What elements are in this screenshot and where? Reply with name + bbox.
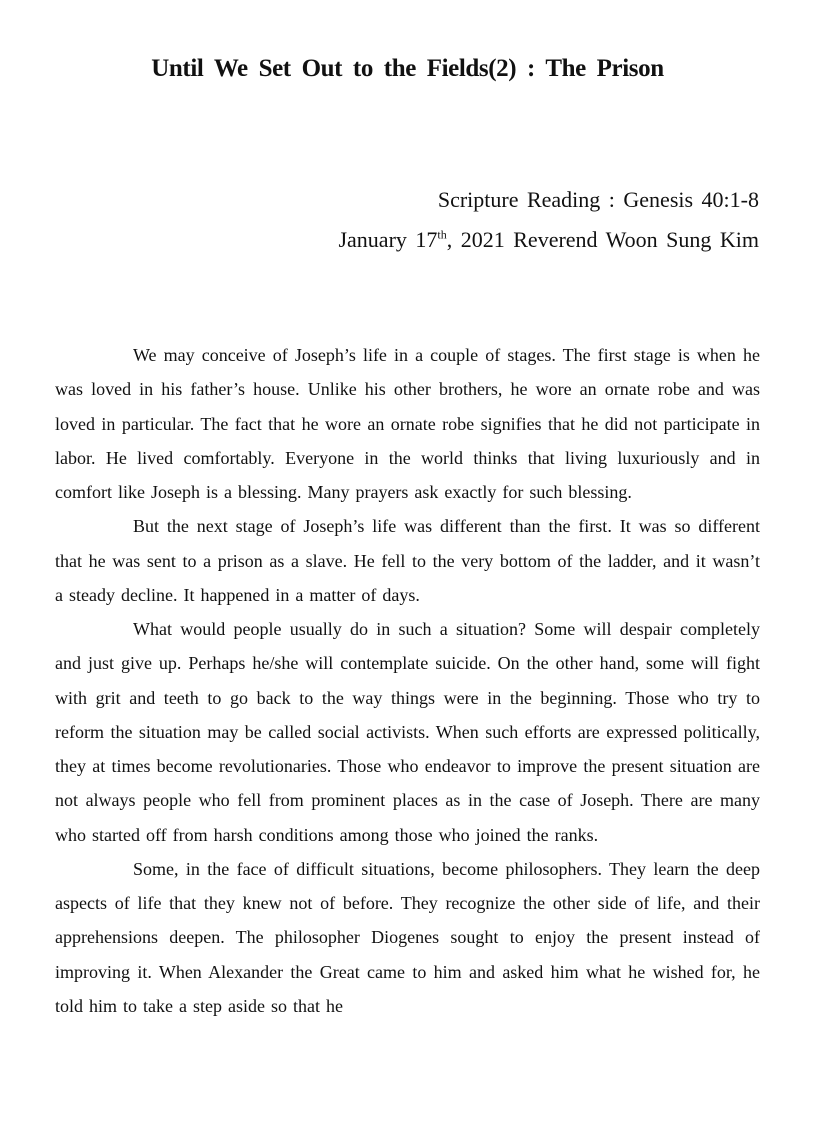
sermon-body: [55, 338, 760, 1023]
date-prefix: January 17: [338, 227, 438, 252]
paragraph: What would people usually do in such a situation? Some will despair completely and just give up. Perhaps he/she will contemplate suicide. On the other hand, some will fight with grit and teeth to go back to the way things were in the beginning. Those who try to reform the situation may be called social activists. When such efforts are expressed politically, they at times become revolutionaries. Those who endeavor to improve the present situation are not always people who fell from prominent places as in the case of Joseph. There are many who started off from harsh conditions among those who joined the ranks.: [55, 619, 760, 845]
sermon-title: Until We Set Out to the Fields(2) : The Prison: [151, 55, 664, 82]
sermon-date-author: [338, 220, 759, 260]
scripture-reading: Scripture Reading : Genesis 40:1-8: [437, 187, 759, 212]
paragraph: But the next stage of Joseph’s life was different than the first. It was so different that he was sent to a prison as a slave. He fell to the very bottom of the ladder, and it wasn’t a steady decline. It happened in a matter of days.: [55, 516, 760, 605]
paragraph: Some, in the face of difficult situations, become philosophers. They learn the deep aspects of life that they knew not of before. They recognize the other side of life, and their apprehensions deepen. The philosopher Diogenes sought to enjoy the present instead of improving it. When Alexander the Great came to him and asked him what he wished for, he told him to take a step aside so that he: [55, 858, 760, 1016]
date-ordinal-suffix: th: [437, 227, 447, 242]
paragraph: We may conceive of Joseph’s life in a couple of stages. The first stage is when he was loved in his father’s house. Unlike his other brothers, he wore an ornate robe and was loved in particular. The fact that he wore an ornate robe signifies that he did not participate in labor. He lived comfortably. Everyone in the world thinks that living luxuriously and in comfort like Joseph is a blessing. Many prayers ask exactly for such blessing.: [55, 345, 760, 502]
sermon-meta: [338, 180, 759, 260]
date-rest: , 2021 Reverend Woon Sung Kim: [446, 227, 759, 252]
